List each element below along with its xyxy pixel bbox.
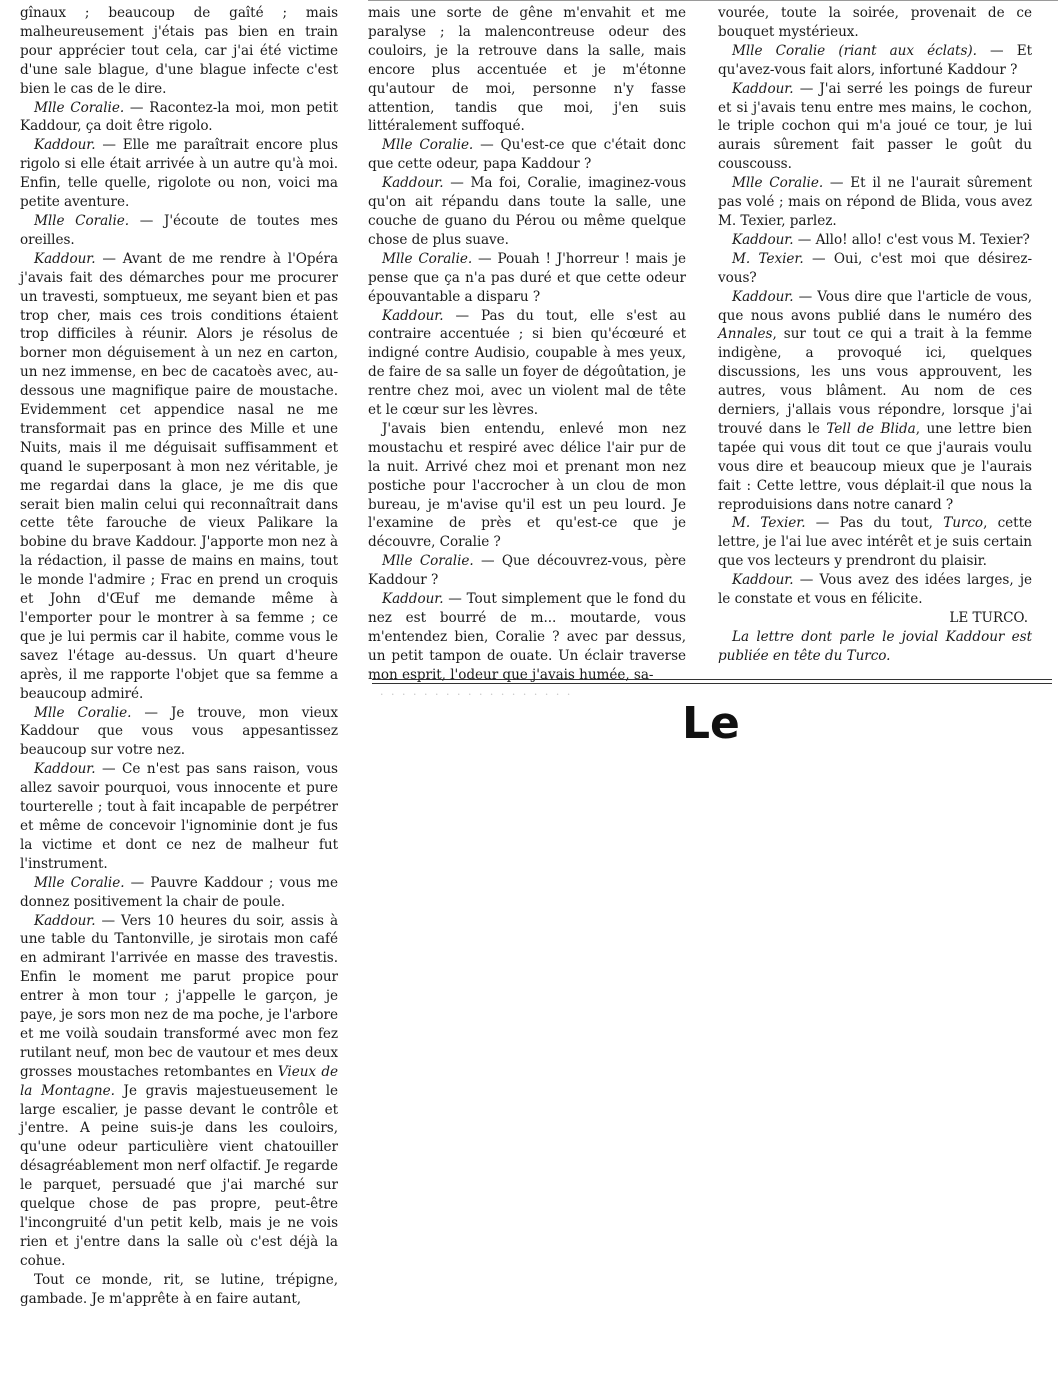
speaker: Kaddour.	[732, 231, 794, 248]
paragraph: Kaddour. — Ma foi, Coralie, imaginez-vous qu'on ait répandu dans toute la salle, une couche de guano du Pérou ou même quelque chose de plus suave.	[368, 175, 686, 248]
speaker: Mlle Coralie.	[34, 874, 125, 891]
bleed-through-text: · · · · · · · · · · · · · · · · · ·	[380, 688, 573, 701]
paragraph: Mlle Coralie. — Et il ne l'aurait sûrement pas volé ; mais on répond de Blida, vous avez M. Texier, parlez.	[718, 175, 1032, 229]
paragraph: Kaddour. — Tout simplement que le fond du nez est bourré de m... moutarde, vous m'entendez bien, Coralie ? avec par dessus, un petit tampon de ouate. Un éclair traverse mon esprit, l'odeur que j'avais humée, sa-	[368, 591, 686, 683]
speaker: Kaddour.	[732, 288, 794, 305]
top-rule	[368, 0, 1058, 1]
paragraph: Mlle Coralie. — J'écoute de toutes mes oreilles.	[20, 212, 338, 248]
paragraph: Kaddour. — Elle me paraîtrait encore plus rigolo si elle était arrivée à un autre qu'à moi. Enfin, telle quelle, rigolote ou non, voici ma petite aventure.	[20, 137, 338, 211]
speaker: Mlle Coralie.	[732, 175, 824, 192]
paragraph: gînaux ; beaucoup de gaîté ; mais malheureusement j'étais pas bien en train pour apprécier tout cela, car j'ai été victime d'une sale blague, d'une blague infecte c'est bien le cas de le dire.	[20, 5, 338, 97]
speaker: Kaddour.	[382, 591, 444, 608]
speaker: Kaddour.	[34, 137, 96, 154]
paragraph: vourée, toute la soirée, provenait de ce bouquet mystérieux.	[718, 5, 1032, 40]
paragraph: Mlle Coralie. — Qu'est-ce que c'était donc que cette odeur, papa Kaddour ?	[368, 137, 686, 173]
speaker: Mlle Coralie.	[34, 212, 130, 229]
speaker: Mlle Coralie.	[382, 137, 474, 154]
paragraph: Kaddour. — Vers 10 heures du soir, assis à une table du Tantonville, je sirotais mon café en admirant l'arrivée en masse des travestis. Enfin le moment me parut propice pour entrer à mon tour ; j'appelle le garçon, je paye, je sors mon nez de ma poche, je l'arbore et me voilà soudain transformé avec mon fez rutilant neuf, mon bec de vautour et mes deux grosses moustaches retombantes en Vieux de la Montagne. Je gravis majestueusement le large escalier, je passe devant le contrôle et j'entre. A peine suis-je dans les couloirs, qu'une odeur particulière vient chatouiller désagréablement mon nerf olfactif. Je regarde le parquet, persuadé que j'ai marché sur quelque chose de pas propre, peut-être l'incongruité d'un petit kelb, mais je ne vois rien et j'entre dans la salle où c'est déjà la cohue.	[20, 912, 339, 1269]
column-3	[718, 4, 1032, 666]
paragraph: Mlle Coralie. — Pauvre Kaddour ; vous me donnez positivement la chair de poule.	[20, 874, 338, 910]
paragraph: Kaddour. — Allo! allo! c'est vous M. Texier?	[732, 231, 1030, 248]
signature: LE TURCO.	[949, 610, 1028, 626]
paragraph: Kaddour. — Avant de me rendre à l'Opéra j'avais fait des démarches pour me procurer un travesti, somptueux, me seyant bien et pas trop cher, mais ces trois conditions étaient trop difficiles à réunir. Alors je résolus de borner mon déguisement à un nez en carton, un nez immense, en bec de cacatoès avec, au-dessous une magnifique paire de moustache. Evidemment cet appendice nasal ne me transformait pas en prince des Mille et une Nuits, mais il me déguisait suffisamment et quand le superposant à mon nez véritable, je me regardai dans la glace, je me dis que serait bien malin celui qui reconnaîtrait dans cette tête farouche de vieux Palikare la bobine du brave Kaddour. J'apporte mon nez à la rédaction, il passe de mains en mains, tout le monde l'admire ; Frac en prend un croquis et John d'Œuf me demande même à l'emporter pour le montrer à sa femme ; ce que je lui permis car il habite, comme vous le savez l'étage au-dessus. Un quart d'heure après, il me rapporte l'objet que sa femme a beaucoup admiré.	[20, 250, 338, 702]
speaker: Kaddour.	[34, 912, 96, 929]
paragraph: Mlle Coralie. — Pouah ! J'horreur ! mais je pense que ça n'a pas duré et que cette odeur épouvantable a disparu ?	[368, 250, 686, 305]
speaker: Kaddour.	[34, 250, 96, 267]
paragraph: M. Texier. — Pas du tout, Turco, cette lettre, je l'ai lue avec intérêt et je suis certain que vos lecteurs y prendront du plaisir.	[718, 515, 1032, 570]
speaker: Kaddour.	[34, 761, 96, 778]
speaker: Kaddour.	[382, 175, 444, 192]
masthead-fragment: Le	[682, 698, 740, 749]
paragraph: M. Texier. — Oui, c'est moi que désirez-vous?	[718, 250, 1032, 286]
paragraph: J'avais bien entendu, enlevé mon nez moustachu et respiré avec délice l'air pur de la nuit. Arrivé chez moi et prenant mon nez postiche pour l'accrocher à un clou de mon bureau, je m'avise qu'il est un peu lourd. Je l'examine de près et qu'est-ce que je découvre, Coralie ?	[368, 420, 686, 551]
paragraph: Mlle Coralie. — Que découvrez-vous, père Kaddour ?	[368, 553, 686, 589]
paragraph: Kaddour. — Pas du tout, elle s'est au contraire accentuée ; si bien qu'écœuré et indigné contre Audisio, coupable à mes yeux, de faire de sa salle un foyer de dégoûtation, je rentre chez moi, avec un violent mal de tête et le cœur sur les lèvres.	[368, 307, 686, 419]
speaker: M. Texier.	[732, 250, 804, 267]
speaker: Kaddour.	[732, 572, 794, 589]
speaker: Mlle Coralie.	[382, 250, 473, 267]
paragraph: Tout ce monde, rit, se lutine, trépigne, gambade. Je m'apprête à en faire autant,	[20, 1271, 338, 1307]
speaker: Mlle Coralie	[732, 42, 826, 59]
paragraph: Kaddour. — Ce n'est pas sans raison, vous allez savoir pourquoi, vous innocente et pure tourterelle ; tout à fait incapable de perpétrer et même de concevoir l'ignominie dont je fus la victime et dont ce nez de malheur fut l'instrument.	[20, 761, 338, 872]
speaker: Mlle Coralie.	[34, 704, 132, 721]
speaker: Kaddour.	[732, 80, 794, 97]
paragraph: mais une sorte de gêne m'envahit et me paralyse ; la malencontreuse odeur des couloirs, je la retrouve dans la salle, mais encore plus accentuée et je m'étonne qu'autour de moi, personne n'y fasse attention, tandis que moi, j'en suis littéralement suffoqué.	[368, 5, 686, 135]
paragraph: Kaddour. — J'ai serré les poings de fureur et si j'avais tenu entre mes mains, le cochon, le triple cochon qui m'a joué ce tour, je lui aurais sûrement fait passer le goût du couscouss.	[718, 80, 1032, 173]
paragraph: Kaddour. — Vous dire que l'article de vous, que nous avons publié dans le numéro des Annales, sur tout ce qui a trait à la femme indigène, a provoqué ici, quelques discussions, les uns vous approuvent, les autres, vous blâment. Au nom de ces derniers, j'allais vous répondre, lorsque j'ai trouvé dans le Tell de Blida, une lettre bien tapée qui vous dit tout ce que j'aurais voulu vous dire et beaucoup mieux que je l'aurais fait : Cette lettre, vous déplait-il que nous la reproduisions dans notre canard ?	[718, 288, 1032, 513]
speaker: Mlle Coralie.	[382, 553, 474, 570]
paragraph: Kaddour. — Vous avez des idées larges, je le constate et vous en félicite.	[718, 572, 1032, 608]
paragraph: Mlle Coralie (riant aux éclats). — Et qu'avez-vous fait alors, infortuné Kaddour ?	[718, 42, 1032, 78]
speaker: Mlle Coralie.	[34, 99, 125, 116]
speaker: M. Texier.	[732, 515, 806, 532]
paragraph: Mlle Coralie. — Racontez-la moi, mon petit Kaddour, ça doit être rigolo.	[20, 99, 338, 135]
editor-note: La lettre dont parle le jovial Kaddour est publiée en tête du Turco.	[718, 628, 1032, 664]
section-rule	[372, 679, 1052, 684]
paragraph: Mlle Coralie. — Je trouve, mon vieux Kaddour que vous vous appesantissez beaucoup sur votre nez.	[20, 704, 338, 759]
column-1	[20, 4, 338, 1309]
speaker: Kaddour.	[382, 307, 444, 324]
column-2	[368, 4, 686, 685]
